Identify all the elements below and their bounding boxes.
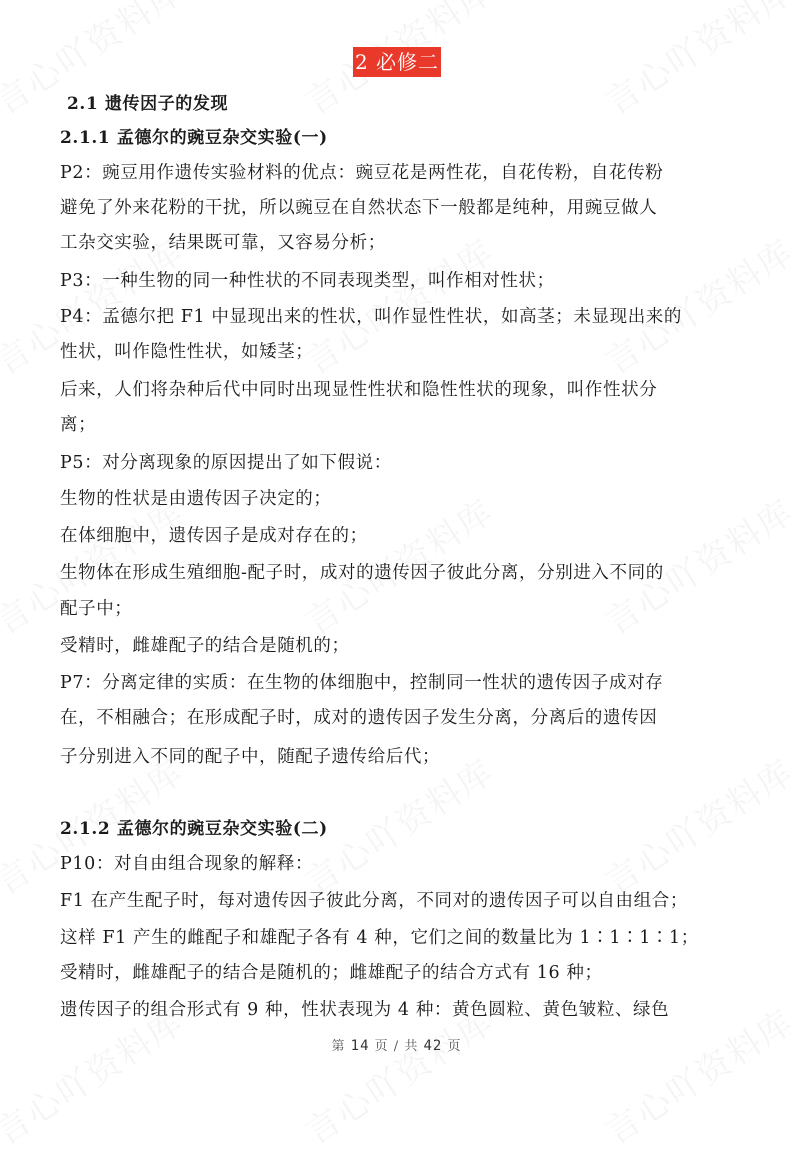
body-line: P7：分离定律的实质：在生物的体细胞中，控制同一性状的遗传因子成对存 xyxy=(60,673,664,693)
body-line: 生物体在形成生殖细胞-配子时，成对的遗传因子彼此分离，分别进入不同的 xyxy=(60,563,664,583)
body-line: P3：一种生物的同一种性状的不同表现类型，叫作相对性状； xyxy=(60,271,555,291)
subsection-heading-2: 2.1.2 孟德尔的豌豆杂交实验(二) xyxy=(60,819,328,839)
body-line: 避免了外来花粉的干扰，所以豌豆在自然状态下一般都是纯种，用豌豆做人 xyxy=(60,198,658,218)
body-line: 性状，叫作隐性性状，如矮茎； xyxy=(60,342,314,362)
body-line: F1 在产生配子时，每对遗传因子彼此分离，不同对的遗传因子可以自由组合； xyxy=(60,891,688,911)
body-line: 这样 F1 产生的雌配子和雄配子各有 4 种，它们之间的数量比为 1∶1∶1∶1； xyxy=(60,928,699,948)
chapter-title: 2 必修二 xyxy=(353,47,441,77)
body-line: 离； xyxy=(60,415,97,435)
footer-suffix: 页 xyxy=(447,1039,462,1054)
subsection-heading-1: 2.1.1 孟德尔的豌豆杂交实验(一) xyxy=(60,128,328,148)
footer-middle: 页 / 共 xyxy=(374,1039,419,1054)
body-line: 配子中； xyxy=(60,599,133,619)
body-line: P10：对自由组合现象的解释： xyxy=(60,854,314,874)
body-line: P2：豌豆用作遗传实验材料的优点：豌豆花是两性花，自花传粉，自花传粉 xyxy=(60,163,664,183)
body-line: P5：对分离现象的原因提出了如下假说： xyxy=(60,453,392,473)
body-line: P4：孟德尔把 F1 中显现出来的性状，叫作显性性状，如高茎；未显现出来的 xyxy=(60,307,683,327)
watermark xyxy=(594,745,793,904)
body-line: 在，不相融合；在形成配子时，成对的遗传因子发生分离，分离后的遗传因 xyxy=(60,708,658,728)
body-line: 后来，人们将杂种后代中同时出现显性性状和隐性性状的现象，叫作性状分 xyxy=(60,380,658,400)
watermark xyxy=(594,0,793,124)
body-line: 工杂交实验，结果既可靠，又容易分析； xyxy=(60,233,386,253)
body-line: 遗传因子的组合形式有 9 种，性状表现为 4 种：黄色圆粒、黄色皱粒、绿色 xyxy=(60,1000,670,1020)
body-line: 受精时，雌雄配子的结合是随机的；雌雄配子的结合方式有 16 种； xyxy=(60,963,603,983)
page-footer xyxy=(0,1035,793,1054)
current-page-number: 14 xyxy=(350,1038,370,1054)
body-line: 生物的性状是由遗传因子决定的； xyxy=(60,489,332,509)
body-line: 在体细胞中，遗传因子是成对存在的； xyxy=(60,526,368,546)
body-line: 子分别进入不同的配子中，随配子遗传给后代； xyxy=(60,747,441,767)
total-pages-number: 42 xyxy=(423,1038,443,1054)
section-heading: 2.1 遗传因子的发现 xyxy=(67,94,229,114)
footer-prefix: 第 xyxy=(331,1039,346,1054)
body-line: 受精时，雌雄配子的结合是随机的； xyxy=(60,636,350,656)
